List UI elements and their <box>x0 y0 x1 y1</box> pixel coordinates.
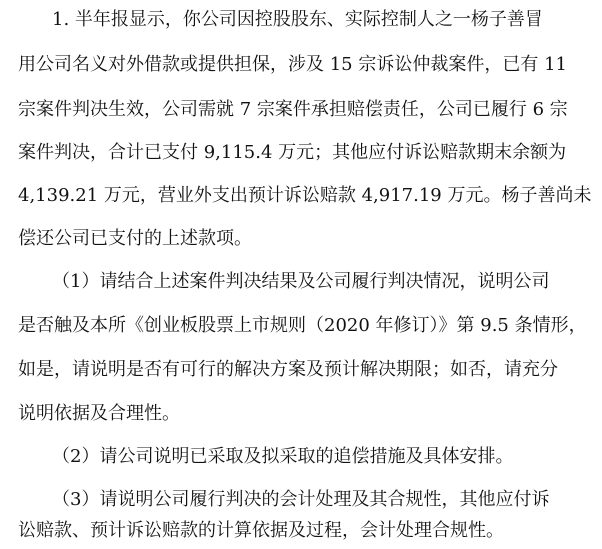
paragraph-2-line-1: （1）请结合上述案件判决结果及公司履行判决情况，说明公司 <box>52 271 550 292</box>
paragraph-3-line-1: （2）请公司说明已采取及拟采取的追偿措施及具体安排。 <box>52 446 514 467</box>
paragraph-1-line-4: 案件判决，合计已支付 9,115.4 万元；其他应付诉讼赔款期末余额为 <box>18 142 567 163</box>
paragraph-1-line-1: 1. 半年报显示，你公司因控股股东、实际控制人之一杨子善冒 <box>52 9 543 30</box>
paragraph-1-line-5: 4,139.21 万元，营业外支出预计诉讼赔款 4,917.19 万元。杨子善尚未 <box>18 185 592 206</box>
paragraph-2-line-3: 如是，请说明是否有可行的解决方案及预计解决期限；如否，请充分 <box>18 359 558 380</box>
paragraph-4-line-1: （3）请说明公司履行判决的会计处理及其合规性，其他应付诉 <box>52 489 550 510</box>
paragraph-1-line-6: 偿还公司已支付的上述款项。 <box>18 228 252 249</box>
paragraph-2-line-4: 说明依据及合理性。 <box>18 403 180 424</box>
paragraph-1-line-3: 宗案件判决生效，公司需就 7 宗案件承担赔偿责任，公司已履行 6 宗 <box>18 99 568 120</box>
paragraph-1-line-2: 用公司名义对外借款或提供担保，涉及 15 宗诉讼仲裁案件，已有 11 <box>18 54 567 75</box>
paragraph-2-line-2: 是否触及本所《创业板股票上市规则（2020 年修订）》第 9.5 条情形， <box>18 315 587 336</box>
paragraph-4-line-2: 讼赔款、预计诉讼赔款的计算依据及过程，会计处理合规性。 <box>18 520 504 541</box>
